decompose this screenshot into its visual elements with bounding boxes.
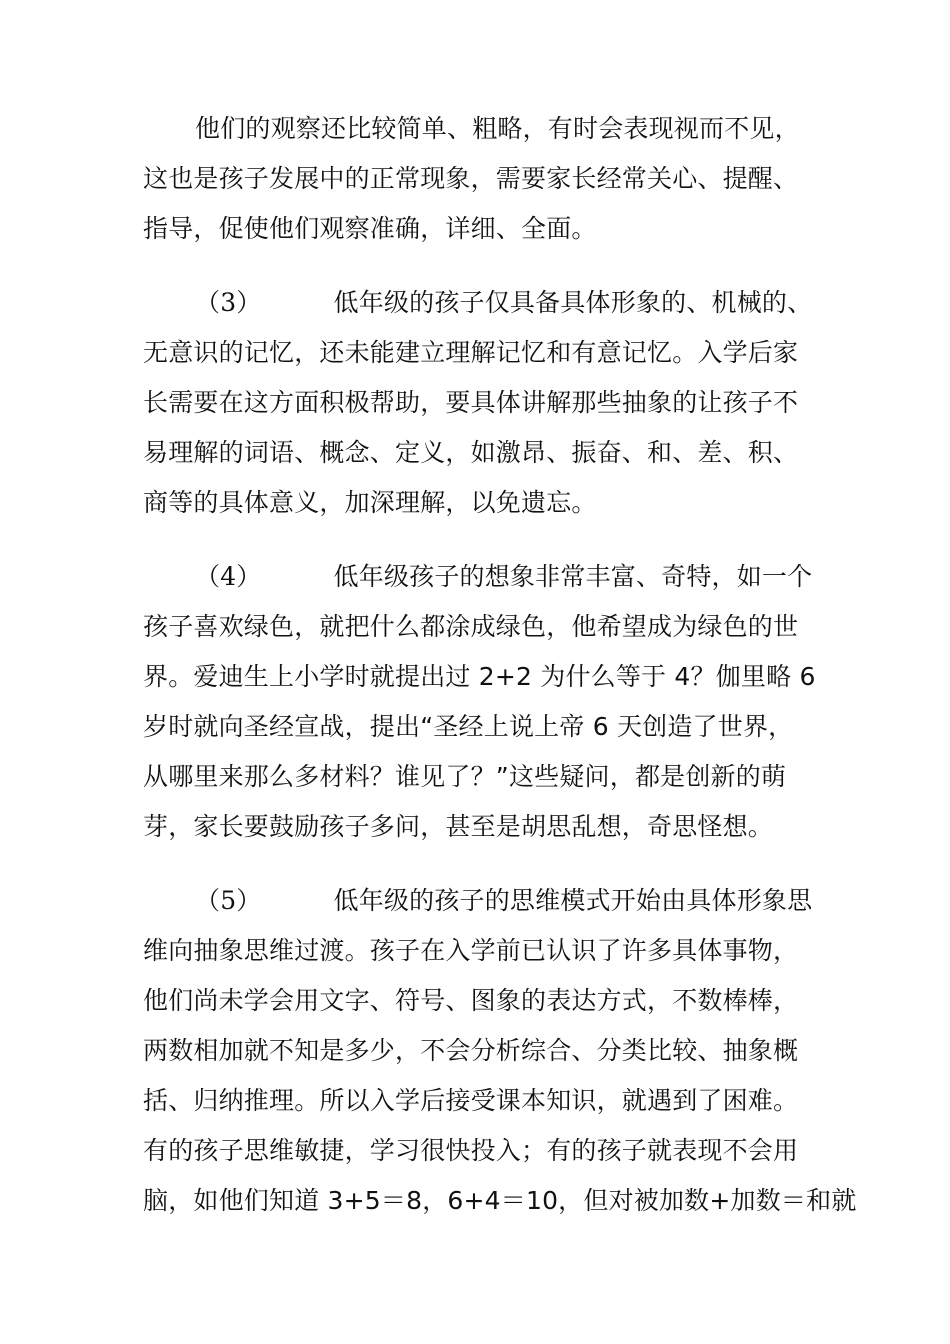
text-line: 有的孩子思维敏捷，学习很快投入；有的孩子就表现不会用 (143, 1136, 799, 1165)
text-line: 括、归纳推理。所以入学后接受课本知识，就遇到了困难。 (143, 1086, 799, 1115)
text-line: 无意识的记忆，还未能建立理解记忆和有意记忆。入学后家 (143, 338, 799, 367)
text-line: 两数相加就不知是多少，不会分析综合、分类比较、抽象概 (143, 1036, 799, 1065)
paragraph-observation (143, 104, 813, 254)
text-line: 商等的具体意义，加深理解，以免遗忘。 (143, 488, 597, 517)
text-line-content: 低年级的孩子的思维模式开始由具体形象思 (333, 886, 813, 915)
text-line: 孩子喜欢绿色，就把什么都涂成绿色，他希望成为绿色的世 (143, 612, 799, 641)
paragraph-5-thinking (143, 876, 857, 1226)
paragraph-4-imagination (143, 552, 816, 852)
text-line: 易理解的词语、概念、定义，如激昂、振奋、和、差、积、 (143, 438, 799, 467)
paragraph-number: （5） (195, 886, 262, 915)
paragraph-number: （3） (195, 288, 262, 317)
text-line: 界。爱迪生上小学时就提出过 2+2 为什么等于 4？伽里略 6 (143, 662, 816, 691)
paragraph-3-memory (143, 278, 813, 528)
text-line-content: 低年级的孩子仅具备具体形象的、机械的、 (333, 288, 813, 317)
text-line: 他们的观察还比较简单、粗略，有时会表现视而不见， (195, 114, 800, 143)
text-line (143, 552, 813, 602)
text-line: 芽，家长要鼓励孩子多问，甚至是胡思乱想，奇思怪想。 (143, 812, 774, 841)
text-line (143, 278, 813, 328)
text-line-content: 低年级孩子的想象非常丰富、奇特，如一个 (333, 562, 813, 591)
text-line: 这也是孩子发展中的正常现象，需要家长经常关心、提醒、 (143, 164, 799, 193)
text-line (143, 876, 813, 926)
text-line: 脑，如他们知道 3+5＝8，6+4＝10，但对被加数+加数＝和就 (143, 1186, 857, 1215)
document-page (143, 104, 857, 1250)
paragraph-number: （4） (195, 562, 262, 591)
text-line: 岁时就向圣经宣战，提出“圣经上说上帝 6 天创造了世界， (143, 712, 794, 741)
text-line: 长需要在这方面积极帮助，要具体讲解那些抽象的让孩子不 (143, 388, 799, 417)
text-line: 指导，促使他们观察准确，详细、全面。 (143, 214, 597, 243)
text-line: 他们尚未学会用文字、符号、图象的表达方式，不数棒棒， (143, 986, 799, 1015)
text-line: 从哪里来那么多材料？谁见了？”这些疑问，都是创新的萌 (143, 762, 787, 791)
text-line: 维向抽象思维过渡。孩子在入学前已认识了许多具体事物， (143, 936, 799, 965)
